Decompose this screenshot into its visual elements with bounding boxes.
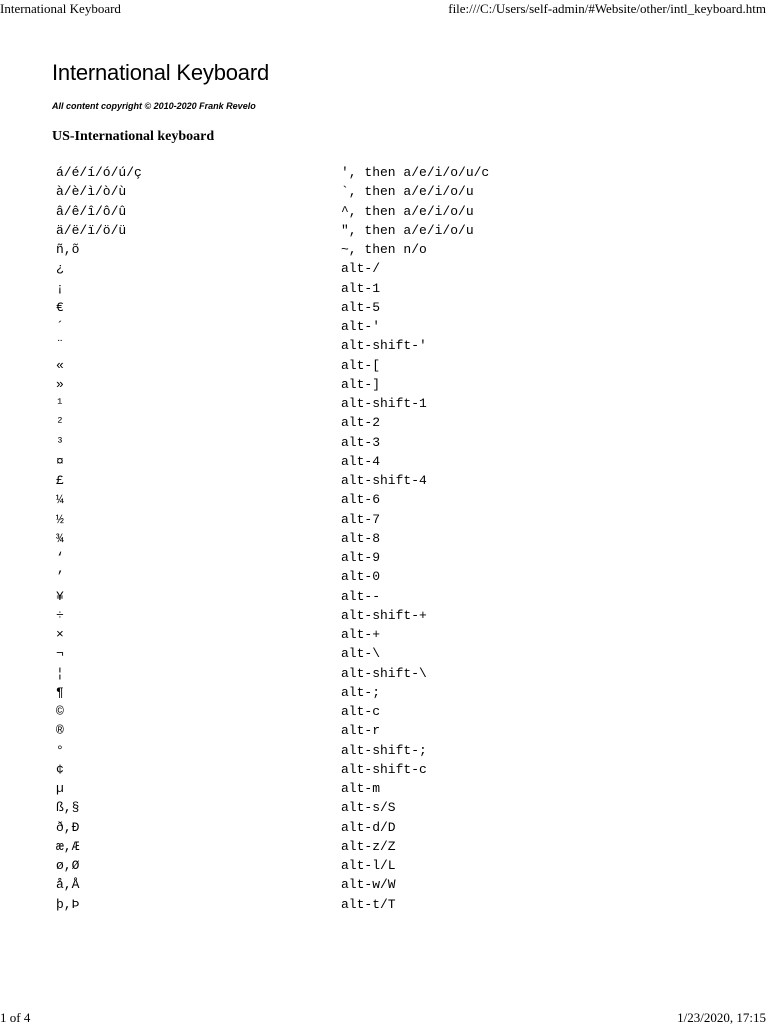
special-character: ° xyxy=(56,742,64,758)
page-content xyxy=(52,58,742,914)
print-footer xyxy=(0,1009,768,1027)
special-character: à/è/ì/ò/ù xyxy=(56,184,127,200)
special-character: ³ xyxy=(56,434,64,450)
table-row xyxy=(52,202,742,221)
table-row xyxy=(52,240,742,259)
print-header-title: International Keyboard xyxy=(0,1,121,16)
page-title: International Keyboard xyxy=(52,60,269,85)
special-character: ¦ xyxy=(56,665,64,681)
key-combination: `, then a/e/i/o/u xyxy=(341,184,474,200)
key-combination: alt-5 xyxy=(341,299,381,315)
special-character: ñ,õ xyxy=(56,242,80,257)
key-combination: alt-; xyxy=(341,684,381,700)
key-combination: alt-3 xyxy=(341,434,381,450)
special-character: ½ xyxy=(56,511,64,527)
special-character: ® xyxy=(56,723,64,739)
key-combination: alt-6 xyxy=(341,492,381,508)
key-combination: alt-\ xyxy=(341,646,381,662)
special-character: ’ xyxy=(56,569,64,585)
table-row xyxy=(52,741,742,760)
keyboard-shortcut-table xyxy=(52,163,742,914)
key-combination: ', then a/e/i/o/u/c xyxy=(341,165,490,180)
table-row xyxy=(52,298,742,317)
special-character: ÷ xyxy=(56,607,64,623)
key-combination: ^, then a/e/i/o/u xyxy=(341,203,474,219)
copyright-notice: All content copyright © 2010-2020 Frank Revelo xyxy=(52,101,256,111)
special-character: € xyxy=(56,299,64,315)
special-character: ð,Ð xyxy=(56,819,80,835)
table-row xyxy=(52,837,742,856)
key-combination: alt-shift-4 xyxy=(341,473,427,488)
special-character: á/é/í/ó/ú/ç xyxy=(56,165,142,180)
special-character: µ xyxy=(56,781,64,796)
table-row xyxy=(52,317,742,336)
key-combination: alt-shift-; xyxy=(341,742,427,758)
key-combination: alt-z/Z xyxy=(341,838,396,854)
key-combination: alt-8 xyxy=(341,530,381,546)
key-combination: alt-shift-\ xyxy=(341,665,427,681)
key-combination: alt-4 xyxy=(341,453,381,469)
key-combination: alt-2 xyxy=(341,415,381,431)
key-combination: alt-0 xyxy=(341,569,381,585)
table-row xyxy=(52,548,742,567)
key-combination: alt-shift-c xyxy=(341,761,427,777)
table-row xyxy=(52,683,742,702)
special-character: ¿ xyxy=(56,261,64,277)
table-row xyxy=(52,721,742,740)
table-row xyxy=(52,375,742,394)
special-character: ¨ xyxy=(56,338,64,354)
table-row xyxy=(52,760,742,779)
table-row xyxy=(52,471,742,490)
key-combination: alt-shift-+ xyxy=(341,607,427,623)
special-character: ¹ xyxy=(56,396,64,411)
special-character: » xyxy=(56,376,64,392)
table-row xyxy=(52,567,742,586)
special-character: £ xyxy=(56,473,64,488)
table-row xyxy=(52,394,742,413)
special-character: ‘ xyxy=(56,550,64,565)
special-character: ø,Ø xyxy=(56,858,80,873)
table-row xyxy=(52,895,742,914)
special-character: å,Å xyxy=(56,877,80,893)
key-combination: ", then a/e/i/o/u xyxy=(341,222,474,238)
table-row xyxy=(52,625,742,644)
special-character: × xyxy=(56,627,64,642)
table-row xyxy=(52,875,742,894)
key-combination: alt-c xyxy=(341,704,381,719)
special-character: â/ê/î/ô/û xyxy=(56,203,127,219)
special-character: « xyxy=(56,357,64,373)
key-combination: alt-' xyxy=(341,319,381,334)
special-character: ä/ë/ï/ö/ü xyxy=(56,222,127,238)
table-row xyxy=(52,818,742,837)
table-row xyxy=(52,490,742,509)
key-combination: alt-r xyxy=(341,723,381,739)
key-combination: alt-[ xyxy=(341,357,381,373)
special-character: © xyxy=(56,704,64,719)
print-header-file-path: file:///C:/Users/self-admin/#Website/other/intl_keyboard.htm xyxy=(448,1,766,16)
key-combination: alt-/ xyxy=(341,261,381,277)
table-row xyxy=(52,587,742,606)
special-character: ¤ xyxy=(56,453,64,469)
key-combination: ~, then n/o xyxy=(341,242,427,257)
special-character: ß,§ xyxy=(56,800,80,816)
key-combination: alt-shift-1 xyxy=(341,396,427,411)
table-row xyxy=(52,279,742,298)
table-row xyxy=(52,163,742,182)
section-heading: US-International keyboard xyxy=(52,129,215,144)
key-combination: alt-] xyxy=(341,376,381,392)
key-combination: alt-d/D xyxy=(341,819,396,835)
special-character: ¾ xyxy=(56,530,64,546)
table-row xyxy=(52,798,742,817)
key-combination: alt-7 xyxy=(341,511,381,527)
special-character: ¢ xyxy=(56,761,64,777)
table-row xyxy=(52,413,742,432)
table-row xyxy=(52,529,742,548)
key-combination: alt-- xyxy=(341,588,381,604)
key-combination: alt-shift-' xyxy=(341,338,427,354)
key-combination: alt-w/W xyxy=(341,877,396,893)
special-character: ² xyxy=(56,415,64,431)
key-combination: alt-+ xyxy=(341,627,381,642)
special-character: ¡ xyxy=(56,280,64,296)
table-row xyxy=(52,182,742,201)
table-row xyxy=(52,221,742,240)
key-combination: alt-l/L xyxy=(341,858,396,873)
table-row xyxy=(52,452,742,471)
table-row xyxy=(52,259,742,278)
table-row xyxy=(52,510,742,529)
print-header xyxy=(0,0,768,18)
special-character: æ,Æ xyxy=(56,838,80,854)
table-row xyxy=(52,433,742,452)
key-combination: alt-s/S xyxy=(341,800,396,816)
table-row xyxy=(52,356,742,375)
special-character: þ,Þ xyxy=(56,896,80,912)
key-combination: alt-m xyxy=(341,781,381,796)
print-footer-page-number: 1 of 4 xyxy=(0,1010,31,1025)
table-row xyxy=(52,644,742,663)
special-character: ¶ xyxy=(56,684,64,700)
special-character: ´ xyxy=(56,319,64,334)
special-character: ¥ xyxy=(56,588,64,604)
print-footer-timestamp: 1/23/2020, 17:15 xyxy=(677,1010,766,1025)
table-row xyxy=(52,779,742,798)
special-character: ¼ xyxy=(56,492,64,508)
special-character: ¬ xyxy=(56,646,64,662)
table-row xyxy=(52,606,742,625)
table-row xyxy=(52,856,742,875)
key-combination: alt-9 xyxy=(341,550,381,565)
table-row xyxy=(52,336,742,355)
table-row xyxy=(52,664,742,683)
key-combination: alt-1 xyxy=(341,280,381,296)
table-row xyxy=(52,702,742,721)
key-combination: alt-t/T xyxy=(341,896,396,912)
